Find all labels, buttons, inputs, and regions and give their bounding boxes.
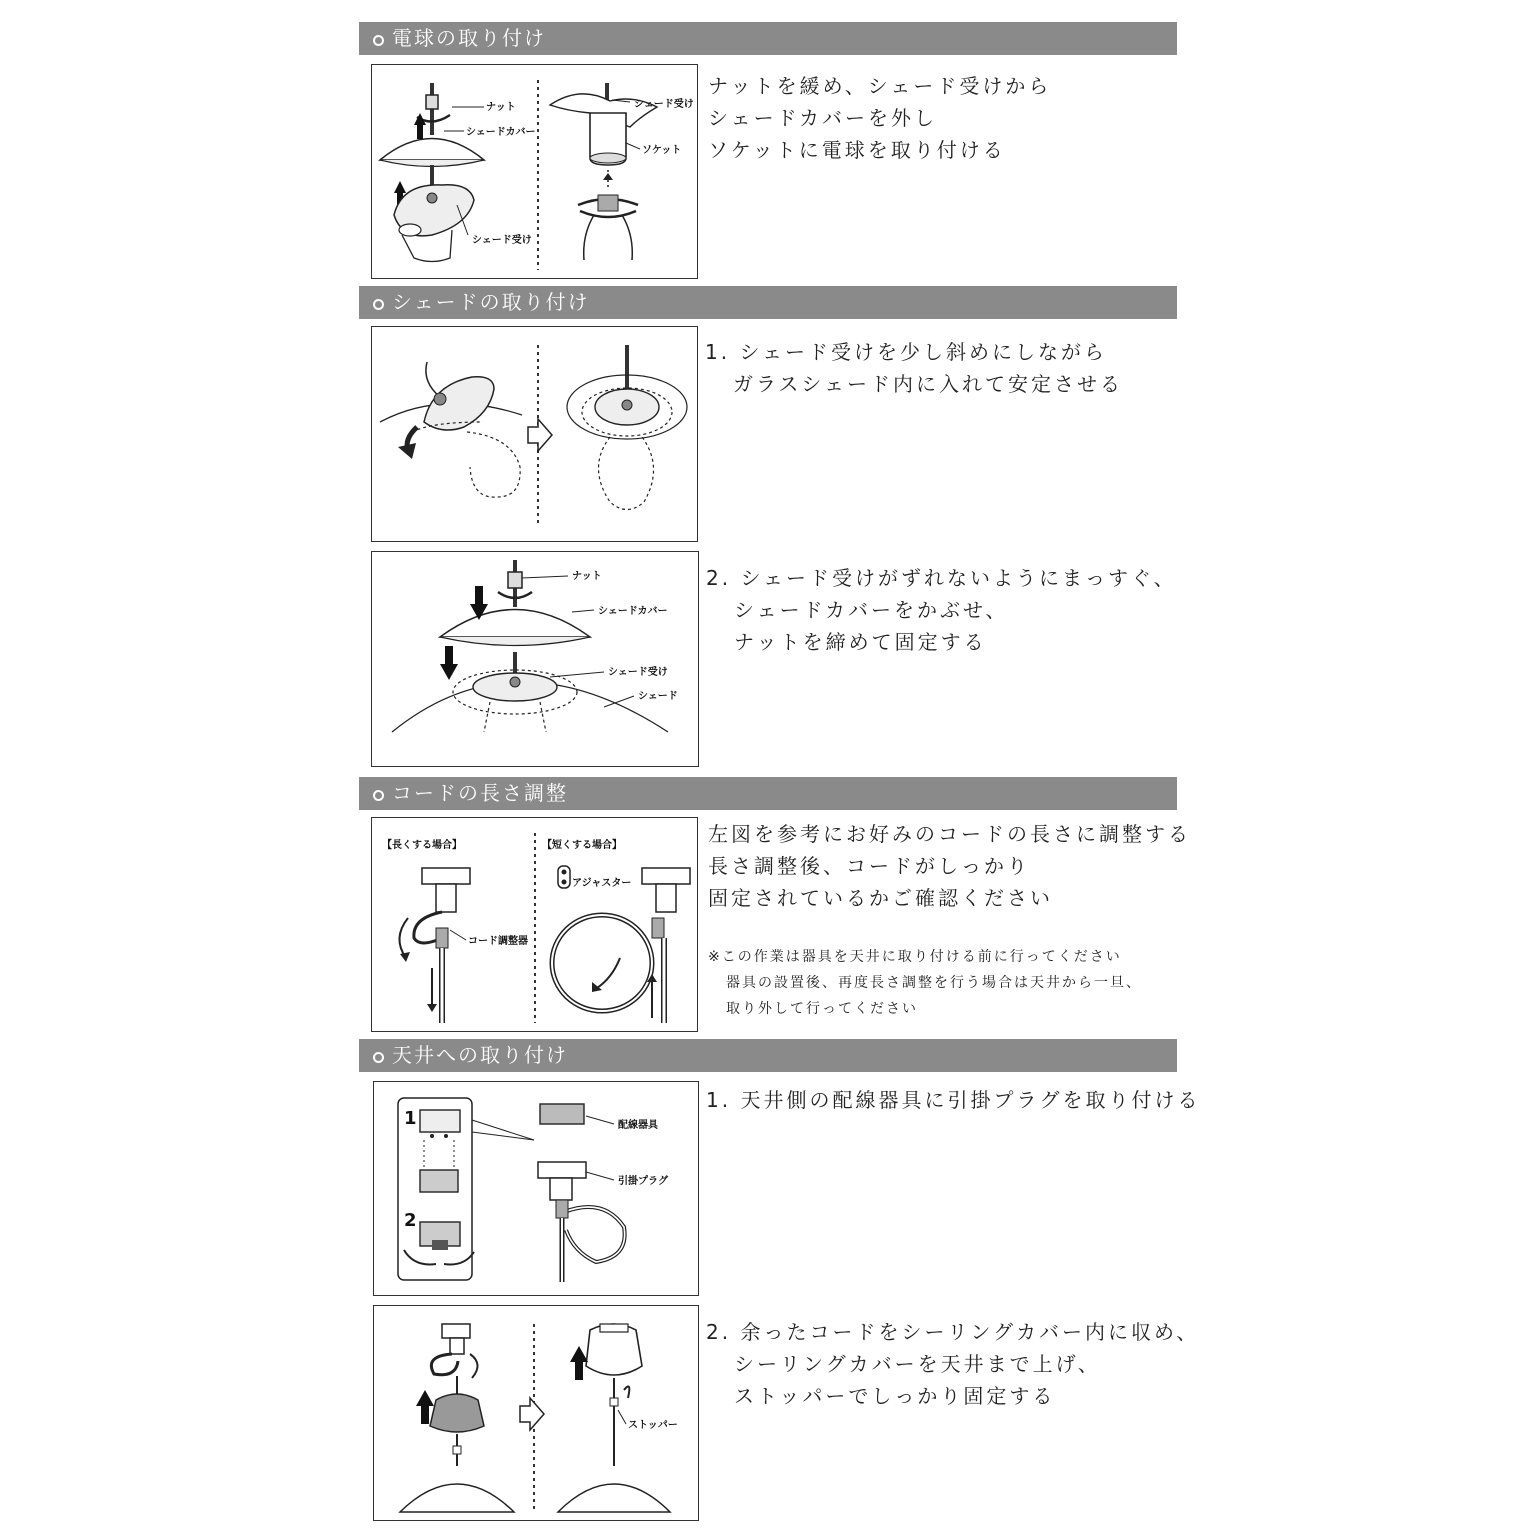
circle-icon [373, 1052, 384, 1063]
circle-icon [373, 35, 384, 46]
ceiling-step2-instructions [706, 1316, 1199, 1412]
ceiling-step1-instructions [706, 1084, 1200, 1116]
circle-icon [373, 790, 384, 801]
label-socket: ソケット [642, 145, 682, 156]
label-holder-3: シェード受け [608, 667, 668, 678]
ceiling-step1-diagram [374, 1082, 700, 1297]
section-title-bulb: 電球の取り付け [392, 26, 546, 50]
label-short: 【短くする場合】 [542, 840, 622, 851]
label-plug: 引掛プラグ [618, 1176, 668, 1187]
instruction-line: ソケットに電球を取り付ける [708, 138, 1006, 162]
section-title-shade: シェードの取り付け [392, 290, 590, 314]
label-stopper: ストッパー [628, 1420, 678, 1431]
label-cord-adjuster: コード調整器 [468, 936, 528, 947]
shade-step1-diagram [372, 327, 699, 543]
circle-icon [373, 299, 384, 310]
cord-note [708, 944, 1142, 1022]
instruction-line: 固定されているかご確認ください [708, 886, 1053, 910]
ceiling-step1-illustration [373, 1081, 699, 1296]
label-nut: ナット [486, 102, 516, 113]
ceiling-step2-diagram [374, 1306, 700, 1522]
shade-step2-diagram [372, 552, 700, 768]
label-shade: シェード [638, 691, 678, 702]
instruction-line: シーリングカバーを天井まで上げ、 [734, 1352, 1101, 1376]
instruction-line: 2. シェード受けがずれないようにまっすぐ、 [706, 566, 1177, 590]
note-line: 取り外して行ってください [726, 1001, 918, 1017]
instruction-line: 長さ調整後、コードがしっかり [708, 854, 1030, 878]
section-header-ceiling [359, 1039, 1177, 1072]
number-2: 2 [404, 1210, 417, 1231]
cord-diagram [372, 818, 699, 1033]
shade-step1-instructions [705, 336, 1123, 400]
number-1: 1 [404, 1108, 417, 1129]
shade-step2-illustration [371, 551, 699, 767]
instruction-line: ナットを締めて固定する [734, 630, 987, 654]
instruction-line: 2. 余ったコードをシーリングカバー内に収め、 [706, 1320, 1200, 1344]
instruction-line: 1. シェード受けを少し斜めにしながら [705, 340, 1108, 364]
label-wiring: 配線器具 [618, 1120, 658, 1131]
cord-illustration [371, 817, 698, 1032]
instruction-line: 左図を参考にお好みのコードの長さに調整する [708, 822, 1191, 846]
label-holder-2: シェード受け [634, 99, 694, 110]
section-header-shade [359, 286, 1177, 319]
label-cover: シェードカバー [466, 127, 536, 138]
bulb-diagram [372, 65, 699, 280]
section-title-ceiling: 天井への取り付け [392, 1043, 568, 1067]
instruction-line: ストッパーでしっかり固定する [734, 1384, 1056, 1408]
label-nut-2: ナット [572, 571, 602, 582]
instruction-line: シェードカバーをかぶせ、 [734, 598, 1009, 622]
instruction-line: シェードカバーを外し [708, 106, 937, 130]
bulb-illustration [371, 64, 698, 279]
label-holder: シェード受け [472, 235, 532, 246]
instruction-line: 1. 天井側の配線器具に引掛プラグを取り付ける [706, 1088, 1201, 1112]
ceiling-step2-illustration [373, 1305, 699, 1521]
note-line: 器具の設置後、再度長さ調整を行う場合は天井から一旦、 [726, 975, 1142, 991]
label-long: 【長くする場合】 [382, 840, 462, 851]
label-cover-2: シェードカバー [598, 606, 668, 617]
instruction-line: ナットを緩め、シェード受けから [708, 74, 1052, 98]
label-adjuster: アジャスター [572, 878, 632, 889]
shade-step1-illustration [371, 326, 698, 542]
bulb-instructions [708, 70, 1051, 166]
note-line: ※この作業は器具を天井に取り付ける前に行ってください [708, 949, 1122, 965]
instruction-line: ガラスシェード内に入れて安定させる [733, 372, 1123, 396]
section-header-bulb [359, 22, 1177, 55]
section-header-cord [359, 777, 1177, 810]
shade-step2-instructions [706, 562, 1177, 658]
cord-instructions [708, 818, 1191, 914]
section-title-cord: コードの長さ調整 [392, 781, 568, 805]
